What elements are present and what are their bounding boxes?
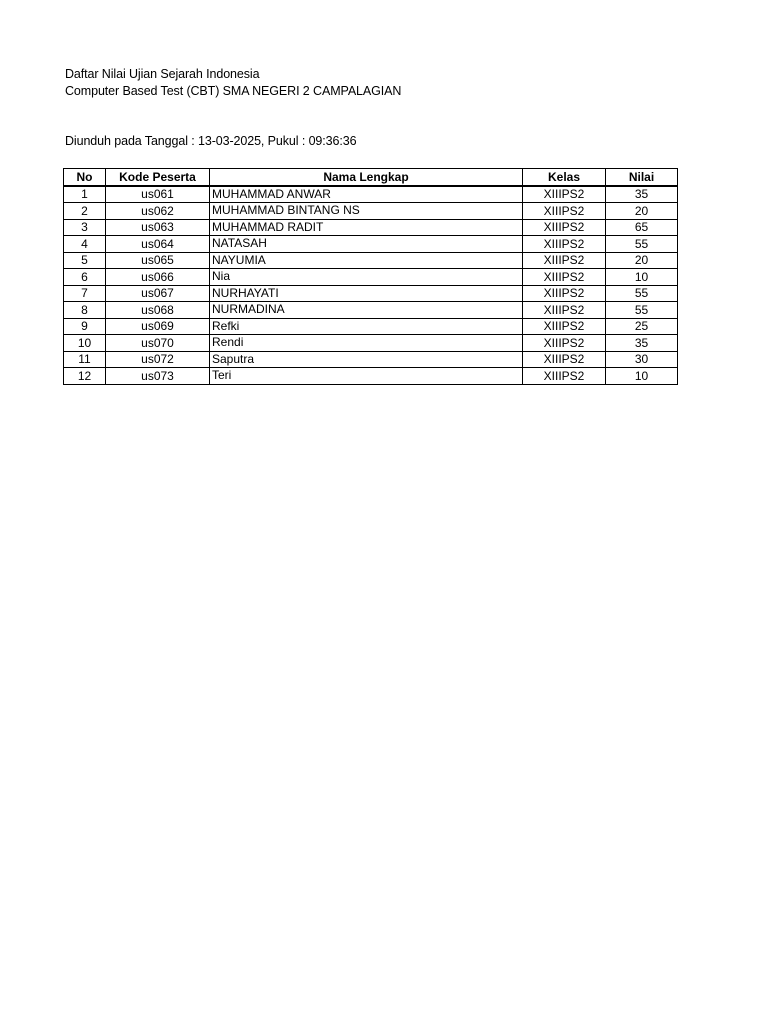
cell-class: XIIIPS2 <box>523 219 606 236</box>
column-header-no: No <box>64 169 106 186</box>
cell-code: us069 <box>106 318 210 335</box>
cell-code: us061 <box>106 186 210 203</box>
cell-code: us064 <box>106 236 210 253</box>
cell-code: us072 <box>106 351 210 368</box>
cell-no: 12 <box>64 368 106 385</box>
cell-code: us068 <box>106 302 210 319</box>
cell-score: 35 <box>606 335 678 352</box>
cell-score: 55 <box>606 302 678 319</box>
document-title: Daftar Nilai Ujian Sejarah Indonesia <box>65 67 260 81</box>
cell-code: us067 <box>106 285 210 302</box>
cell-name: Refki <box>210 318 523 335</box>
cell-no: 10 <box>64 335 106 352</box>
cell-code: us073 <box>106 368 210 385</box>
table-row <box>64 219 678 236</box>
cell-no: 6 <box>64 269 106 286</box>
table-row <box>64 335 678 352</box>
cell-class: XIIIPS2 <box>523 335 606 352</box>
cell-class: XIIIPS2 <box>523 302 606 319</box>
cell-class: XIIIPS2 <box>523 318 606 335</box>
cell-score: 20 <box>606 203 678 220</box>
cell-score: 30 <box>606 351 678 368</box>
column-header-name: Nama Lengkap <box>210 169 523 186</box>
cell-code: us066 <box>106 269 210 286</box>
header-row <box>64 169 678 186</box>
table-row <box>64 269 678 286</box>
cell-class: XIIIPS2 <box>523 186 606 203</box>
cell-name: MUHAMMAD BINTANG NS <box>210 203 523 220</box>
cell-score: 65 <box>606 219 678 236</box>
cell-name: Rendi <box>210 335 523 352</box>
cell-name: NATASAH <box>210 236 523 253</box>
table-row <box>64 368 678 385</box>
column-header-score: Nilai <box>606 169 678 186</box>
document-subtitle: Computer Based Test (CBT) SMA NEGERI 2 CAMPALAGIAN <box>65 84 402 98</box>
table-row <box>64 285 678 302</box>
cell-score: 20 <box>606 252 678 269</box>
cell-no: 11 <box>64 351 106 368</box>
cell-no: 1 <box>64 186 106 203</box>
cell-name: Teri <box>210 368 523 385</box>
cell-name: MUHAMMAD RADIT <box>210 219 523 236</box>
cell-no: 9 <box>64 318 106 335</box>
cell-name: Nia <box>210 269 523 286</box>
grades-table <box>63 168 678 385</box>
cell-name: NURHAYATI <box>210 285 523 302</box>
cell-no: 8 <box>64 302 106 319</box>
cell-code: us063 <box>106 219 210 236</box>
cell-no: 4 <box>64 236 106 253</box>
cell-code: us062 <box>106 203 210 220</box>
download-timestamp: Diunduh pada Tanggal : 13-03-2025, Pukul : 09:36:36 <box>65 134 357 148</box>
cell-code: us070 <box>106 335 210 352</box>
grades-table-header <box>64 169 678 186</box>
cell-score: 10 <box>606 269 678 286</box>
table-row <box>64 302 678 319</box>
column-header-class: Kelas <box>523 169 606 186</box>
cell-no: 2 <box>64 203 106 220</box>
cell-class: XIIIPS2 <box>523 351 606 368</box>
cell-class: XIIIPS2 <box>523 269 606 286</box>
cell-class: XIIIPS2 <box>523 203 606 220</box>
table-row <box>64 186 678 203</box>
cell-name: Saputra <box>210 351 523 368</box>
cell-score: 35 <box>606 186 678 203</box>
cell-score: 55 <box>606 285 678 302</box>
table-row <box>64 351 678 368</box>
cell-code: us065 <box>106 252 210 269</box>
cell-no: 7 <box>64 285 106 302</box>
cell-no: 3 <box>64 219 106 236</box>
table-row <box>64 236 678 253</box>
column-header-code: Kode Peserta <box>106 169 210 186</box>
cell-no: 5 <box>64 252 106 269</box>
table-row <box>64 252 678 269</box>
cell-score: 10 <box>606 368 678 385</box>
cell-class: XIIIPS2 <box>523 368 606 385</box>
table-row <box>64 318 678 335</box>
grades-table-body <box>64 186 678 385</box>
cell-name: MUHAMMAD ANWAR <box>210 186 523 203</box>
document-header <box>65 66 401 100</box>
cell-name: NURMADINA <box>210 302 523 319</box>
cell-class: XIIIPS2 <box>523 236 606 253</box>
cell-score: 25 <box>606 318 678 335</box>
cell-score: 55 <box>606 236 678 253</box>
cell-name: NAYUMIA <box>210 252 523 269</box>
table-row <box>64 203 678 220</box>
cell-class: XIIIPS2 <box>523 285 606 302</box>
cell-class: XIIIPS2 <box>523 252 606 269</box>
